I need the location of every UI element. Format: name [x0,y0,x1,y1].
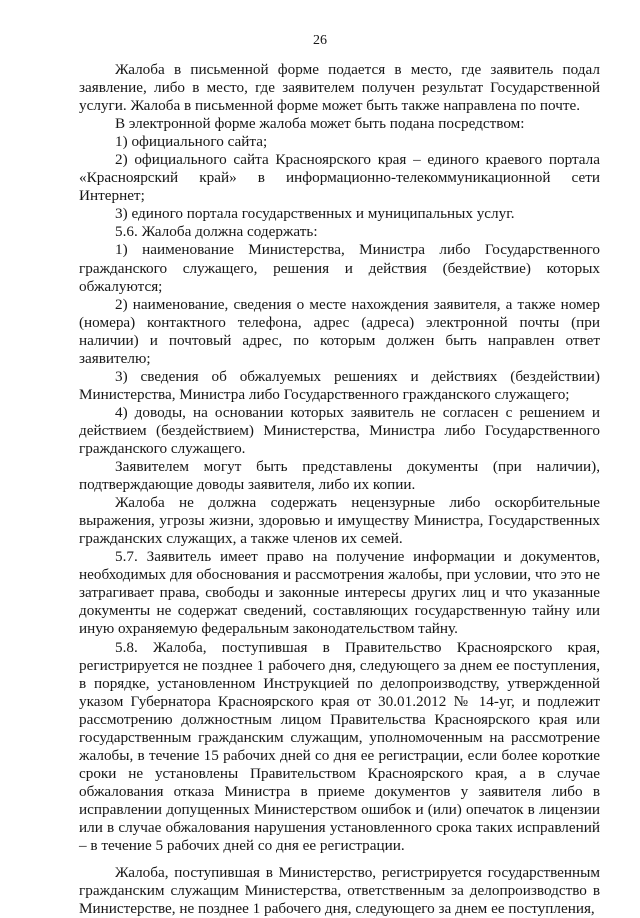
document-body [79,61,600,918]
paragraph-ministry-registration: Жалоба, поступившая в Министерство, регистрируется государственным гражданским служащим Министерства, ответственным за делопроизводство в Министерстве, не позднее 1 рабочего дня, следующего за днем ее поступления, [79,864,600,918]
list-item-appealed-decisions: 3) сведения об обжалуемых решениях и действиях (бездействии) Министерства, Министра либо Государственного гражданского служащего; [79,367,600,403]
list-item-arguments: 4) доводы, на основании которых заявитель не согласен с решением и действием (бездействием) Министерства, Министра либо Государственного гражданского служащего. [79,403,600,457]
paragraph-supporting-documents: Заявителем могут быть представлены документы (при наличии), подтверждающие доводы заявителя, либо их копии. [79,458,600,494]
paragraph-electronic-form: В электронной форме жалоба может быть подана посредством: [115,115,525,133]
list-item-regional-portal: 2) официального сайта Красноярского края – единого краевого портала «Красноярский край» в информационно-телекоммуникационной сети Интернет; [79,151,600,205]
list-item-applicant-info: 2) наименование, сведения о месте нахождения заявителя, а также номер (номера) контактного телефона, адрес (адреса) электронной почты (при наличии) и почтовый адрес, по которым должен быть направлен ответ заявителю; [79,295,600,367]
section-5-7: 5.7. Заявитель имеет право на получение информации и документов, необходимых для обоснования и рассмотрения жалобы, при условии, что это не затрагивает права, свободы и законные интересы других лиц и что указанные документы не содержат сведений, составляющих государственную тайну или иную охраняемую федеральным законодательством тайну. [79,548,600,638]
page-number: 26 [313,33,327,48]
list-item-names: 1) наименование Министерства, Министра либо Государственного гражданского служащего, решения и действия (бездействие) которых обжалуются; [79,241,600,295]
section-5-8: 5.8. Жалоба, поступившая в Правительство Красноярского края, регистрируется не позднее 1 рабочего дня, следующего за днем ее поступления, в порядке, установленном Инструкцией по делопроизводству, утвержденной указом Губернатора Красноярского края от 30.01.2012 № 14-уг, и подлежит рассмотрению должностным лицом Правительства Красноярского края или государственным гражданским служащим, уполномоченным на рассмотрение жалобы, в течение 15 рабочих дней со дня ее регистрации, если более короткие сроки не установлены Правительством Красноярского края, а в случае обжалования отказа Министра в приеме документов у заявителя либо в исправлении допущенных Министерством ошибок и (или) опечаток в лицензии или в случае обжалования нарушения установленного срока таких исправлений – в течение 5 рабочих дней со дня ее регистрации. [79,638,600,855]
paragraph-offensive-content: Жалоба не должна содержать нецензурные либо оскорбительные выражения, угрозы жизни, здоровью и имуществу Министра, Государственных гражданских служащих, а также членов их семей. [79,494,600,548]
list-item-official-site: 1) официального сайта; [115,133,268,151]
paragraph-written-complaint: Жалоба в письменной форме подается в место, где заявитель подал заявление, либо в место, где заявителем получен результат Государственной услуги. Жалоба в письменной форме может быть также направлена по почте. [79,61,600,115]
list-item-unified-portal: 3) единого портала государственных и муниципальных услуг. [115,205,515,223]
section-5-6-heading: 5.6. Жалоба должна содержать: [115,223,318,241]
